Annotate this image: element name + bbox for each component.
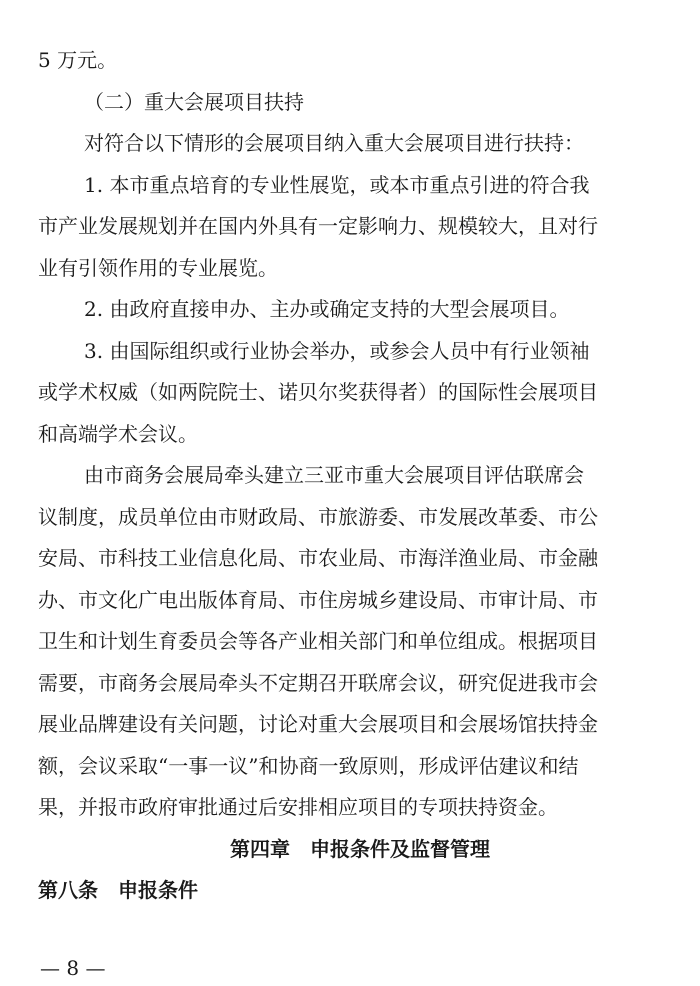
text-line: 展业品牌建设有关问题，讨论对重大会展项目和会展场馆扶持金: [38, 712, 598, 736]
list-item-1: 1. 本市重点培育的专业性展览，或本市重点引进的符合我: [84, 172, 590, 197]
list-item-2: 2. 由政府直接申办、主办或确定支持的大型会展项目。: [84, 297, 570, 321]
list-item-3: 3. 由国际组织或行业协会举办，或参会人员中有行业领袖: [84, 338, 590, 363]
page-number: — 8 —: [40, 956, 106, 980]
text-line: 5 万元。: [38, 48, 118, 72]
text-line: 或学术权威（如两院院士、诺贝尔奖获得者）的国际性会展项目: [38, 380, 598, 404]
text-line: 议制度，成员单位由市财政局、市旅游委、市发展改革委、市公: [38, 504, 598, 529]
chapter-heading: 第四章 申报条件及监督管理: [230, 836, 490, 861]
section-heading: （二）重大会展项目扶持: [84, 89, 304, 114]
paragraph-start: 由市商务会展局牵头建立三亚市重大会展项目评估联席会: [84, 463, 584, 487]
article-heading: 第八条 申报条件: [38, 878, 198, 902]
text-line: 业有引领作用的专业展览。: [38, 255, 278, 280]
text-line: 果，并报市政府审批通过后安排相应项目的专项扶持资金。: [38, 795, 558, 819]
text-line: 额，会议采取“一事一议”和协商一致原则，形成评估建议和结: [38, 753, 579, 778]
text-line: 市产业发展规划并在国内外具有一定影响力、规模较大，且对行: [38, 214, 598, 238]
text-line: 对符合以下情形的会展项目纳入重大会展项目进行扶持：: [84, 131, 584, 155]
text-line: 安局、市科技工业信息化局、市农业局、市海洋渔业局、市金融: [38, 546, 598, 570]
text-line: 需要，市商务会展局牵头不定期召开联席会议，研究促进我市会: [38, 670, 598, 695]
text-line: 办、市文化广电出版体育局、市住房城乡建设局、市审计局、市: [38, 587, 598, 612]
text-line: 和高端学术会议。: [38, 421, 198, 446]
text-line: 卫生和计划生育委员会等各产业相关部门和单位组成。根据项目: [38, 629, 598, 653]
